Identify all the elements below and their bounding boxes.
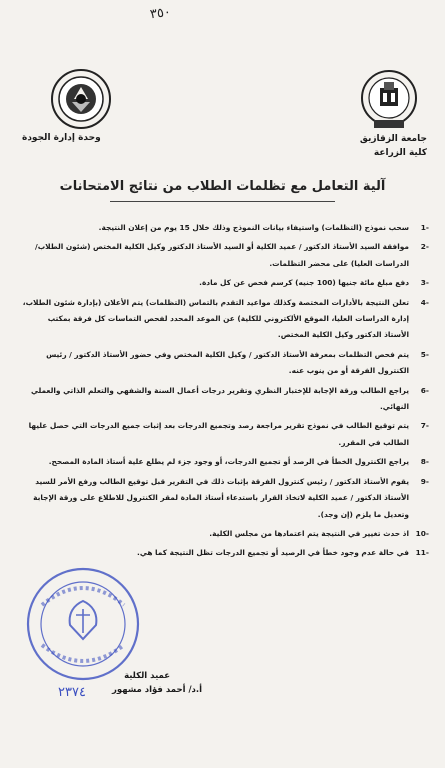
list-item bbox=[22, 418, 429, 451]
list-item bbox=[22, 275, 429, 291]
item-number: -2 bbox=[420, 242, 429, 252]
header-university-block bbox=[360, 132, 427, 160]
item-number: -4 bbox=[420, 297, 429, 307]
list-item bbox=[22, 347, 429, 380]
item-number: -5 bbox=[420, 349, 429, 359]
item-text: في حالة عدم وجود خطأ في الرصيد أو تجميع الدرجات تظل النتيجة كما هي. bbox=[137, 548, 409, 558]
item-text: موافقة السيد الأستاذ الدكتور / عميد الكلية أو السيد الأستاذ الدكتور وكيل الكلية المختص (شئون الطلاب/ الدراسات العليا) على محضر التظلمات. bbox=[35, 242, 409, 268]
list-item bbox=[22, 545, 429, 561]
stamp-number: ٢٣٧٤ bbox=[58, 685, 86, 700]
university-logo bbox=[360, 68, 418, 132]
quality-unit-logo bbox=[50, 68, 112, 130]
item-text: يراجع الطالب ورقة الإجابة للإختبار النظري وتقرير درجات أعمال السنة والشفهي والتعلم الذاتي والعملي النهائي. bbox=[30, 385, 409, 412]
list-item bbox=[22, 454, 429, 470]
signature-block bbox=[112, 669, 202, 697]
list-item bbox=[22, 526, 429, 542]
item-text: يتم توقيع الطالب في نموذج تقرير مراجعة رصد وتجميع الدرجات بعد إثبات جميع الدرجات التي حصل عليها الطالب في المقرر. bbox=[28, 421, 409, 447]
list-item bbox=[22, 239, 429, 272]
title-underline bbox=[110, 201, 335, 202]
item-text: تعلن النتيجة بالأدارات المختصة وكذلك مواعيد التقدم بالتماس (التظلمات) يتم الأعلان (بإدارة شئون الطلاب، إدارة الدراسات العليا، الموقع الألكتروني للكلية) عن الموعد المحدد لفحص التماسات كل فرقة بمكتب الأستاذ الدكتور وكيل الكلية المختص. bbox=[22, 297, 409, 340]
item-number: -8 bbox=[420, 457, 429, 467]
item-text: يراجع الكنترول الخطأ في الرصد أو تجميع الدرجات، أو وجود جزء لم يطلع علية أستاذ المادة المصحح. bbox=[48, 457, 409, 467]
handwritten-mark: ٣٥٠ bbox=[149, 4, 172, 23]
item-number: -10 bbox=[415, 528, 429, 538]
item-number: -3 bbox=[420, 278, 429, 288]
item-text: سحب نموذج (التظلمات) واستيفاء بيانات النموذج وذلك خلال 15 يوم من إعلان النتيجة. bbox=[98, 223, 409, 232]
page-title: آلية التعامل مع تظلمات الطلاب من نتائج الامتحانات bbox=[59, 179, 386, 194]
item-number: -9 bbox=[420, 476, 429, 486]
list-item bbox=[22, 295, 429, 344]
signature-role: عميد الكلية bbox=[124, 671, 171, 681]
faculty-name: كلية الزراعة bbox=[373, 148, 427, 158]
signature-name: أ.د/ أحمد فؤاد مشهور bbox=[112, 685, 203, 695]
quality-unit-name: وحدة إدارة الجودة bbox=[22, 133, 101, 143]
list-item bbox=[22, 383, 429, 416]
item-text: يقوم الأستاذ الدكتور / رئيس كنترول الفرقة بإثبات ذلك في التقرير قبل توقيع الطالب ورفع الأمر للسيد الأستاذ الدكتور / عميد الكلية لاتخاذ القرار باستدعاء أستاذ المادة لمقر الكنترول للاطلاع على ورقة الإجابة وتعديل ما يلزم (إن وجد). bbox=[33, 476, 409, 519]
item-text: دفع مبلغ مائة جنيها (100 جنيه) كرسم فحص عن كل مادة. bbox=[199, 278, 409, 288]
item-text: اذ حدث تغيير في النتيجة يتم اعتمادها من مجلس الكلية. bbox=[209, 528, 409, 538]
university-name: جامعة الزقازيق bbox=[359, 134, 427, 144]
list-item bbox=[22, 220, 429, 236]
item-number: -7 bbox=[420, 421, 429, 431]
item-number: -1 bbox=[420, 223, 429, 232]
list-item bbox=[22, 474, 429, 523]
item-text: يتم فحص التظلمات بمعرفة الأستاذ الدكتور / وكيل الكلية المختص وفي حضور الأستاذ الدكتور / رئيس الكنترول الفرقة أو من ينوب عنه. bbox=[46, 349, 409, 376]
item-number: -6 bbox=[420, 385, 429, 395]
procedure-list bbox=[22, 220, 429, 565]
item-number: -11 bbox=[415, 548, 429, 558]
official-stamp bbox=[24, 565, 142, 683]
